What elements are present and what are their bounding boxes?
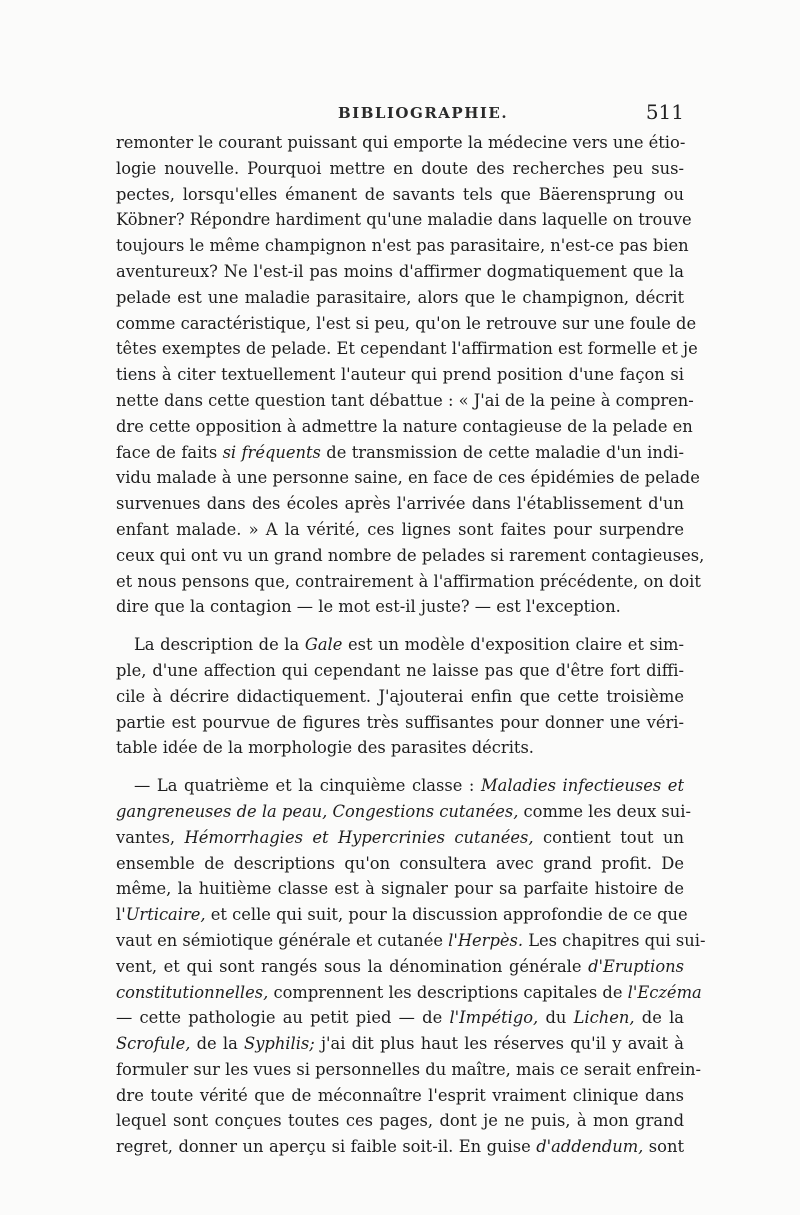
paragraph-gap <box>116 620 684 632</box>
text-segment: du <box>538 1008 574 1028</box>
text-line <box>116 233 689 259</box>
italic-text: Maladies infectieuses et <box>481 776 684 796</box>
text-line <box>116 902 688 928</box>
text-line <box>116 569 701 595</box>
text-line <box>116 684 684 710</box>
text-segment: sont <box>643 1137 684 1157</box>
paragraph <box>116 632 684 761</box>
text-segment: de la <box>634 1008 684 1028</box>
text-segment: j'ai dit plus haut les réserves qu'il y avait à <box>314 1034 684 1054</box>
italic-text: d'Eruptions <box>588 956 684 976</box>
text-line <box>116 130 684 156</box>
text-segment: remonter le courant puissant qui emporte la médecine vers une étio- <box>116 133 686 152</box>
text-segment: face de faits <box>116 442 223 462</box>
text-segment: regret, donner un aperçu si faible soit-il. En guise <box>116 1137 537 1157</box>
italic-text: si fréquents <box>222 442 321 462</box>
running-title: BIBLIOGRAPHIE. <box>338 104 509 122</box>
text-segment: Köbner? Répondre hardiment qu'une maladie dans laquelle on trouve <box>116 210 692 230</box>
text-segment: pelade est une maladie parasitaire, alors que le champignon, décrit <box>116 287 684 307</box>
text-segment: enfant malade. » A la vérité, ces lignes sont faites pour surpendre <box>116 519 684 539</box>
text-line <box>116 440 684 466</box>
italic-text: l'Herpès. <box>448 930 524 950</box>
text-segment: et celle qui suit, pour la discussion approfondie de ce que <box>205 905 688 925</box>
italic-text: Urticaire, <box>125 905 206 925</box>
text-segment: même, la huitième classe est à signaler pour sa parfaite histoire de <box>116 879 684 899</box>
text-segment: est un modèle d'exposition claire et sim- <box>342 635 684 655</box>
text-segment: dre cette opposition à admettre la nature contagieuse de la pelade en <box>116 416 693 436</box>
text-line <box>116 710 684 736</box>
italic-text: Scrofule, <box>116 1034 191 1054</box>
text-segment: ple, d'une affection qui cependant ne laisse pas que d'être fort diffi- <box>116 660 684 680</box>
text-segment: tiens à citer textuellement l'auteur qui prend position d'une façon si <box>116 365 684 385</box>
text-segment: dre toute vérité que de méconnaître l'esprit vraiment clinique dans <box>116 1085 684 1105</box>
text-segment: têtes exemptes de pelade. Et cependant l'affirmation est formelle et je <box>116 339 698 359</box>
text-line <box>116 156 684 182</box>
text-line <box>116 465 700 491</box>
text-line <box>116 1134 684 1160</box>
italic-text: gangreneuses de la peau, Congestions cutanées, <box>116 801 519 821</box>
text-segment: Les chapitres qui sui- <box>523 930 706 950</box>
text-segment: comprennent les descriptions capitales de <box>268 982 628 1002</box>
italic-text: l'Impétigo, <box>449 1008 539 1028</box>
text-segment: toujours le même champignon n'est pas parasitaire, n'est-ce pas bien <box>116 236 689 256</box>
paragraph-gap <box>116 761 684 773</box>
text-segment: et nous pensons que, contrairement à l'affirmation précédente, on doit <box>116 571 701 591</box>
text-segment: ceux qui ont vu un grand nombre de pelades si rarement contagieuses, <box>116 545 705 565</box>
italic-text: Hémorrhagies et Hypercrinies cutanées, <box>184 827 534 847</box>
text-segment: logie nouvelle. Pourquoi mettre en doute des recherches peu sus- <box>116 158 684 178</box>
text-line <box>116 1108 684 1134</box>
text-line <box>116 980 702 1006</box>
italic-text: Gale <box>304 635 343 655</box>
text-segment: aventureux? Ne l'est-il pas moins d'affirmer dogmatiquement que la <box>116 261 684 281</box>
text-segment: de transmission de cette maladie d'un indi- <box>320 442 684 462</box>
text-line <box>116 799 691 825</box>
text-segment: vidu malade à une personne saine, en face de ces épidémies de pelade <box>116 468 700 488</box>
text-line <box>116 735 684 761</box>
text-line <box>116 1031 684 1057</box>
text-segment: — La quatrième et la cinquième classe : <box>134 776 482 796</box>
italic-text: l'Eczéma <box>627 982 702 1002</box>
text-line <box>116 851 684 877</box>
text-segment: ensemble de descriptions qu'on consultera avec grand profit. De <box>116 853 684 873</box>
paragraph <box>116 130 705 620</box>
italic-text: Syphilis; <box>244 1034 315 1054</box>
text-line <box>116 388 694 414</box>
text-segment: dire que la contagion — le mot est-il juste? — est l'exception. <box>116 597 621 617</box>
text-segment: cile à décrire didactiquement. J'ajouterai enfin que cette troisième <box>116 686 684 706</box>
text-line <box>116 954 684 980</box>
text-line <box>116 658 684 684</box>
text-segment: vantes, <box>116 827 185 847</box>
text-segment: pectes, lorsqu'elles émanent de savants tels que Bäerensprung ou <box>116 184 684 204</box>
text-line <box>116 336 698 362</box>
text-segment: l' <box>116 905 126 925</box>
text-line <box>116 491 684 517</box>
text-line <box>116 594 684 620</box>
italic-text: Lichen, <box>573 1008 635 1028</box>
text-line <box>116 543 705 569</box>
text-segment: nette dans cette question tant débattue : « J'ai de la peine à compren- <box>116 390 694 410</box>
text-line <box>116 259 684 285</box>
text-segment: vaut en sémiotique générale et cutanée <box>116 930 449 950</box>
paragraph <box>116 773 706 1160</box>
text-line <box>116 182 684 208</box>
text-line <box>116 928 706 954</box>
italic-text: d'addendum, <box>536 1137 644 1157</box>
text-line <box>116 207 692 233</box>
text-segment: contient tout un <box>533 827 684 847</box>
text-segment: comme les deux sui- <box>518 801 691 821</box>
text-segment: survenues dans des écoles après l'arrivée dans l'établissement d'un <box>116 494 684 514</box>
text-segment: comme caractéristique, l'est si peu, qu'on le retrouve sur une foule de <box>116 313 697 333</box>
text-segment: — cette pathologie au petit pied — de <box>116 1008 450 1028</box>
text-segment: de la <box>190 1034 245 1054</box>
page-number: 511 <box>645 100 684 124</box>
text-line <box>116 825 684 851</box>
text-line <box>116 632 684 658</box>
body-text <box>116 130 706 1160</box>
text-line <box>116 876 684 902</box>
text-line <box>116 773 684 799</box>
text-segment: formuler sur les vues si personnelles du maître, mais ce serait enfrein- <box>116 1059 702 1079</box>
text-line <box>116 1057 702 1083</box>
text-segment: vent, et qui sont rangés sous la dénomination générale <box>116 956 589 976</box>
text-line <box>116 1083 684 1109</box>
text-line <box>116 1005 684 1031</box>
text-line <box>116 517 684 543</box>
italic-text: constitutionnelles, <box>116 982 269 1002</box>
text-segment: table idée de la morphologie des parasites décrits. <box>116 738 534 758</box>
page-header <box>116 98 684 132</box>
text-line <box>116 362 684 388</box>
text-segment: La description de la <box>134 635 305 655</box>
text-line <box>116 285 684 311</box>
text-segment: partie est pourvue de figures très suffisantes pour donner une véri- <box>116 712 684 732</box>
text-line <box>116 311 697 337</box>
text-segment: lequel sont conçues toutes ces pages, dont je ne puis, à mon grand <box>116 1111 684 1131</box>
text-line <box>116 414 693 440</box>
